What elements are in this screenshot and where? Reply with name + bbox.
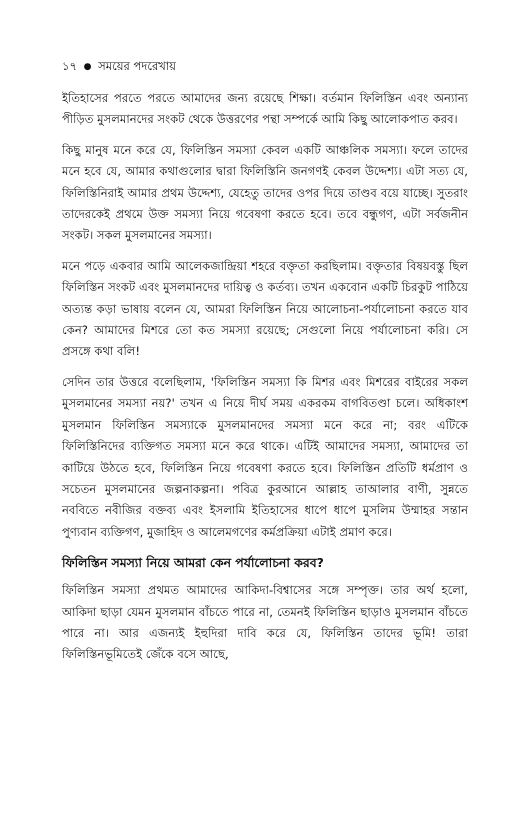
header-separator-icon: ● [83, 62, 92, 72]
section-heading: ফিলিস্তিন সমস্যা নিয়ে আমরা কেন পর্যালোচনা করব? [62, 555, 324, 571]
paragraph-2: কিছু মানুষ মনে করে যে, ফিলিস্তিন সমস্যা কেবল একটি আঞ্চলিক সমস্যা। ফলে তাদের মনে হবে যে, আমার কথাগুলোর দ্বারা ফিলিস্তিনি জনগণই কেবল উদ্দেশ্য। এটা সত্য যে, ফিলিস্তিনিরাই আমার প্রথম উদ্দেশ্য, যেহেতু তাদের ওপর দিয়ে তাণ্ডব বয়ে যাচ্ছে। সুতরাং তাদেরকেই প্রথমে উক্ত সমস্যা নিয়ে গবেষণা করতে হবে। তবে বন্ধুগণ, এটা সর্বজনীন সংকট। সকল মুসলমানের সমস্যা। [62, 142, 468, 243]
paragraph-1: ইতিহাসের পরতে পরতে আমাদের জন্য রয়েছে শিক্ষা। বর্তমান ফিলিস্তিন এবং অন্যান্য পীড়িত মুসলমানদের সংকট থেকে উত্তরণের পন্থা সম্পর্কে আমি কিছু আলোকপাত করব। [62, 91, 468, 127]
paragraph-5: ফিলিস্তিন সমস্যা প্রথমত আমাদের আকিদা-বিশ্বাসের সঙ্গে সম্পৃক্ত। তার অর্থ হলো, আকিদা ছাড়া যেমন মুসলমান বাঁচতে পারে না, তেমনই ফিলিস্তিন ছাড়াও মুসলমান বাঁচতে পারে না। আর এজন্যই ইহুদিরা দাবি করে যে, ফিলিস্তিন তাদের ভূমি! তারা ফিলিস্তিনভূমিতেই জেঁকে বসে আছে, [62, 583, 468, 662]
paragraph-3: মনে পড়ে একবার আমি আলেকজান্দ্রিয়া শহরে বক্তৃতা করছিলাম। বক্তৃতার বিষয়বস্তু ছিল ফিলিস্তিন সংকট এবং মুসলমানদের দায়িত্ব ও কর্তব্য। তখন একবোন একটি চিরকুট পাঠিয়ে অত্যন্ত কড়া ভাষায় বলেন যে, আমরা ফিলিস্তিন নিয়ে আলোচনা-পর্যালোচনা করতে যাব কেন? আমাদের মিশরে তো কত সমস্যা রয়েছে; সেগুলো নিয়ে পর্যালোচনা করি। সে প্রসঙ্গে কথা বলি! [62, 258, 468, 359]
running-header [62, 58, 468, 76]
paragraph-4: সেদিন তার উত্তরে বলেছিলাম, 'ফিলিস্তিন সমস্যা কি মিশর এবং মিশরের বাইরের সকল মুসলমানের সমস্যা নয়?' তখন এ নিয়ে দীর্ঘ সময় একরকম বাগবিতণ্ডা চলে। অধিকাংশ মুসলমান ফিলিস্তিন সমস্যাকে মুসলমানদের সমস্যা মনে করে না; বরং এটিকে ফিলিস্তিনিদের ব্যক্তিগত সমস্যা মনে করে থাকে। এটিই আমাদের সমস্যা, আমাদের তা কাটিয়ে উঠতে হবে, ফিলিস্তিন নিয়ে গবেষণা করতে হবে। ফিলিস্তিন প্রতিটি ধর্মপ্রাণ ও সচেতন মুসলমানের জল্পনাকল্পনা। পবিত্র কুরআনে আল্লাহ তাআলার বাণী, সুন্নতে নববিতে নবীজির বক্তব্য এবং ইসলামি ইতিহাসের ধাপে ধাপে মুসলিম উম্মাহর সন্তান পুণ্যবান ব্যক্তিগণ, মুজাহিদ ও আলেমগণের কর্মপ্রক্রিয়া এটাই প্রমাণ করে। [62, 374, 468, 539]
book-title: সময়ের পদরেখায় [98, 59, 176, 73]
page-number: ১৭ [62, 59, 77, 73]
book-page [62, 58, 468, 675]
